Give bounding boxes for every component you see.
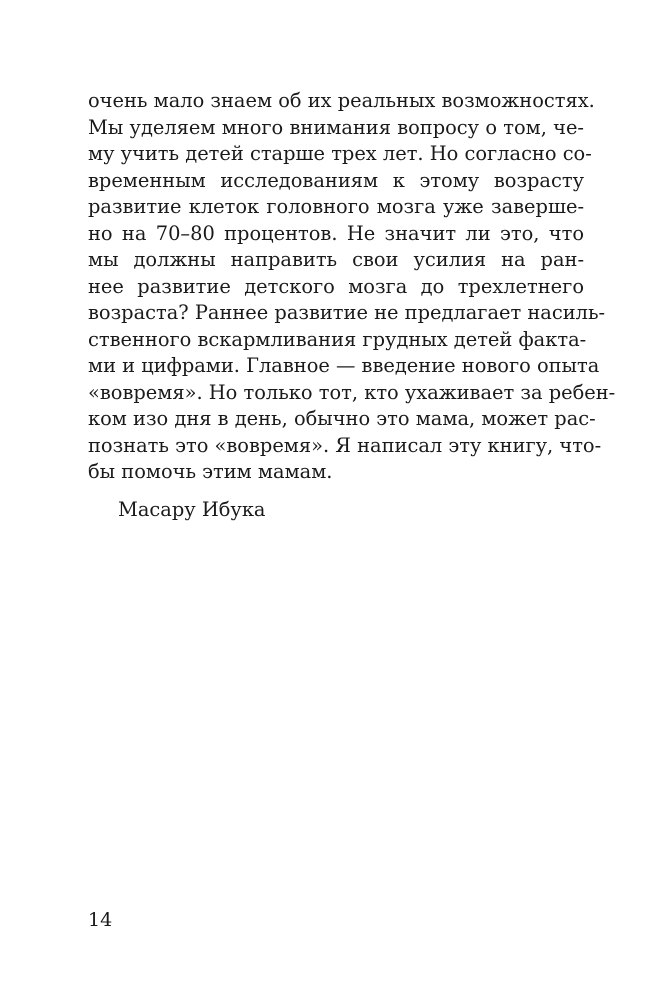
text-line: мы должны направить свои усилия на ран-: [88, 248, 584, 271]
text-line: очень мало знаем об их реальных возможностях.: [88, 89, 595, 112]
text-line: но на 70–80 процентов. Не значит ли это, что: [88, 221, 584, 245]
text-line: развитие клеток головного мозга уже заверше-: [88, 195, 584, 218]
text-line: познать это «вовремя». Я написал эту книгу, что-: [88, 433, 602, 457]
text-line: нее развитие детского мозга до трехлетнего: [88, 274, 584, 298]
text-line: возраста? Раннее развитие не предлагает насиль-: [88, 301, 606, 324]
page-number: 14: [88, 909, 113, 931]
text-line: ственного вскармливания грудных детей факта-: [88, 327, 587, 351]
text-line: «вовремя». Но только тот, кто ухаживает за ребен-: [88, 380, 616, 404]
text-line: му учить детей старше трех лет. Но согласно со-: [88, 142, 592, 165]
text-line: временным исследованиям к этому возрасту: [88, 168, 584, 192]
body-text: [88, 88, 616, 486]
text-line: бы помочь этим мамам.: [88, 460, 333, 483]
text-line: ми и цифрами. Главное — введение нового опыта: [88, 354, 600, 377]
author-signature: Масару Ибука: [118, 498, 266, 521]
text-line: Мы уделяем много внимания вопросу о том, че-: [88, 115, 584, 139]
text-line: ком изо дня в день, обычно это мама, может рас-: [88, 407, 596, 430]
